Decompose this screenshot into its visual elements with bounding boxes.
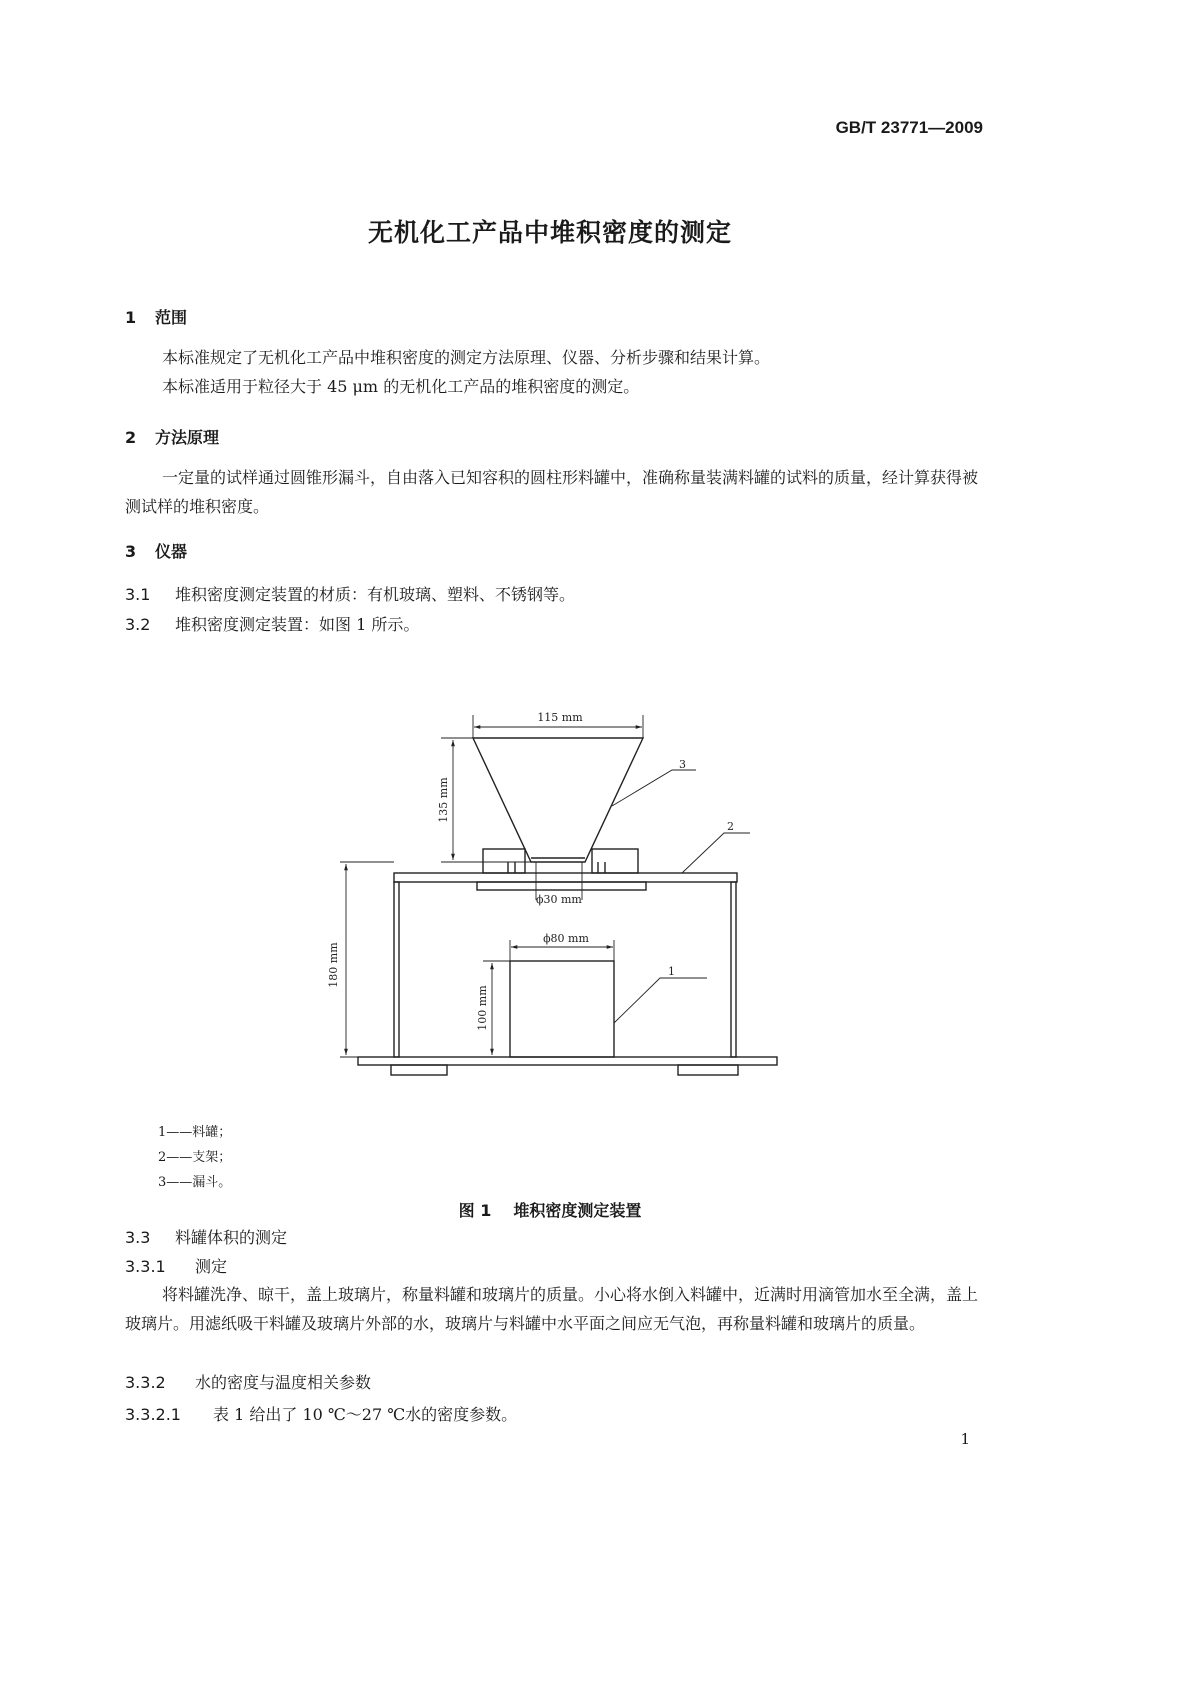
clause-text: 堆积密度测定装置的材质：有机玻璃、塑料、不锈钢等。 <box>175 585 576 604</box>
figure-number: 图 1 <box>458 1201 492 1220</box>
section-1-paragraph-2: 本标准适用于粒径大于 45 μm 的无机化工产品的堆积密度的测定。 <box>162 377 640 396</box>
clause-3-3 <box>125 1225 287 1248</box>
clause-3-3-1-paragraph: 将料罐洗净、晾干，盖上玻璃片，称量料罐和玻璃片的质量。小心将水倒入料罐中，近满时用滴管加水至全满，盖上玻璃片。用滤纸吸干料罐及玻璃片外部的水，玻璃片与料罐中水平面之间应无气泡，再称量料罐和玻璃片的质量。 <box>125 1285 979 1333</box>
funnel-support-left <box>483 849 525 873</box>
document-title: 无机化工产品中堆积密度的测定 <box>367 218 732 247</box>
clause-text: 水的密度与温度相关参数 <box>195 1373 372 1392</box>
callout-2-leader <box>682 833 750 873</box>
figure-key-1: 1——料罐； <box>158 1125 232 1140</box>
funnel-support-right <box>592 849 638 873</box>
section-1-heading <box>125 305 187 328</box>
section-2-heading <box>125 425 219 448</box>
section-2-paragraph: 一定量的试样通过圆锥形漏斗，自由落入已知容积的圆柱形料罐中，准确称量装满料罐的试料的质量，经计算获得被测试样的堆积密度。 <box>125 468 979 516</box>
figure-key-3: 3——漏斗。 <box>158 1175 232 1190</box>
section-title: 仪器 <box>155 542 188 561</box>
clause-number: 3.3.2 <box>125 1373 166 1392</box>
measuring-can <box>510 961 614 1057</box>
callout-1-label: 1 <box>668 965 675 978</box>
foot-left <box>391 1065 447 1075</box>
callout-3-leader <box>612 770 696 806</box>
clause-text: 表 1 给出了 10 ℃～27 ℃水的密度参数。 <box>213 1405 518 1424</box>
section-title: 方法原理 <box>155 428 220 447</box>
clause-3-1 <box>125 582 575 605</box>
figure-1-apparatus-diagram <box>320 700 790 1085</box>
section-number: 1 <box>125 308 137 327</box>
callout-2-label: 2 <box>727 820 734 833</box>
clause-3-3-1 <box>125 1254 227 1277</box>
stand-top-plate <box>394 873 737 882</box>
stand-collar <box>477 882 646 890</box>
clause-3-3-2-1 <box>125 1402 517 1425</box>
clause-number: 3.3.2.1 <box>125 1405 181 1424</box>
standard-code: GB/T 23771—2009 <box>835 118 983 137</box>
figure-caption <box>0 1198 1100 1221</box>
dim-top-width: 115 mm <box>537 711 583 724</box>
stand-leg-left <box>394 882 399 1057</box>
dim-outlet-diameter: ϕ30 mm <box>536 893 582 906</box>
stand-leg-right <box>731 882 736 1057</box>
figure-key-2: 2——支架； <box>158 1150 232 1165</box>
clause-number: 3.2 <box>125 615 151 634</box>
dim-can-diameter: ϕ80 mm <box>543 932 589 945</box>
section-1-paragraph-1: 本标准规定了无机化工产品中堆积密度的测定方法原理、仪器、分析步骤和结果计算。 <box>162 348 771 367</box>
foot-right <box>678 1065 738 1075</box>
dim-can-height: 100 mm <box>476 985 489 1031</box>
clause-text: 料罐体积的测定 <box>175 1228 288 1247</box>
dim-funnel-height: 135 mm <box>437 777 450 823</box>
callout-1-leader <box>614 978 707 1023</box>
page-number: 1 <box>960 1430 970 1448</box>
section-title: 范围 <box>155 308 188 327</box>
clause-text: 堆积密度测定装置：如图 1 所示。 <box>175 615 420 634</box>
figure-title: 堆积密度测定装置 <box>513 1201 642 1220</box>
section-number: 3 <box>125 542 137 561</box>
clause-text: 测定 <box>195 1257 228 1276</box>
clause-3-2 <box>125 612 419 635</box>
clause-3-3-2 <box>125 1370 371 1393</box>
stand-base <box>358 1057 777 1065</box>
funnel-body <box>473 738 643 862</box>
section-3-heading <box>125 539 187 562</box>
clause-number: 3.1 <box>125 585 151 604</box>
dim-frame-height: 180 mm <box>327 942 340 988</box>
callout-3-label: 3 <box>679 758 686 771</box>
clause-number: 3.3.1 <box>125 1257 166 1276</box>
section-number: 2 <box>125 428 137 447</box>
clause-number: 3.3 <box>125 1228 151 1247</box>
